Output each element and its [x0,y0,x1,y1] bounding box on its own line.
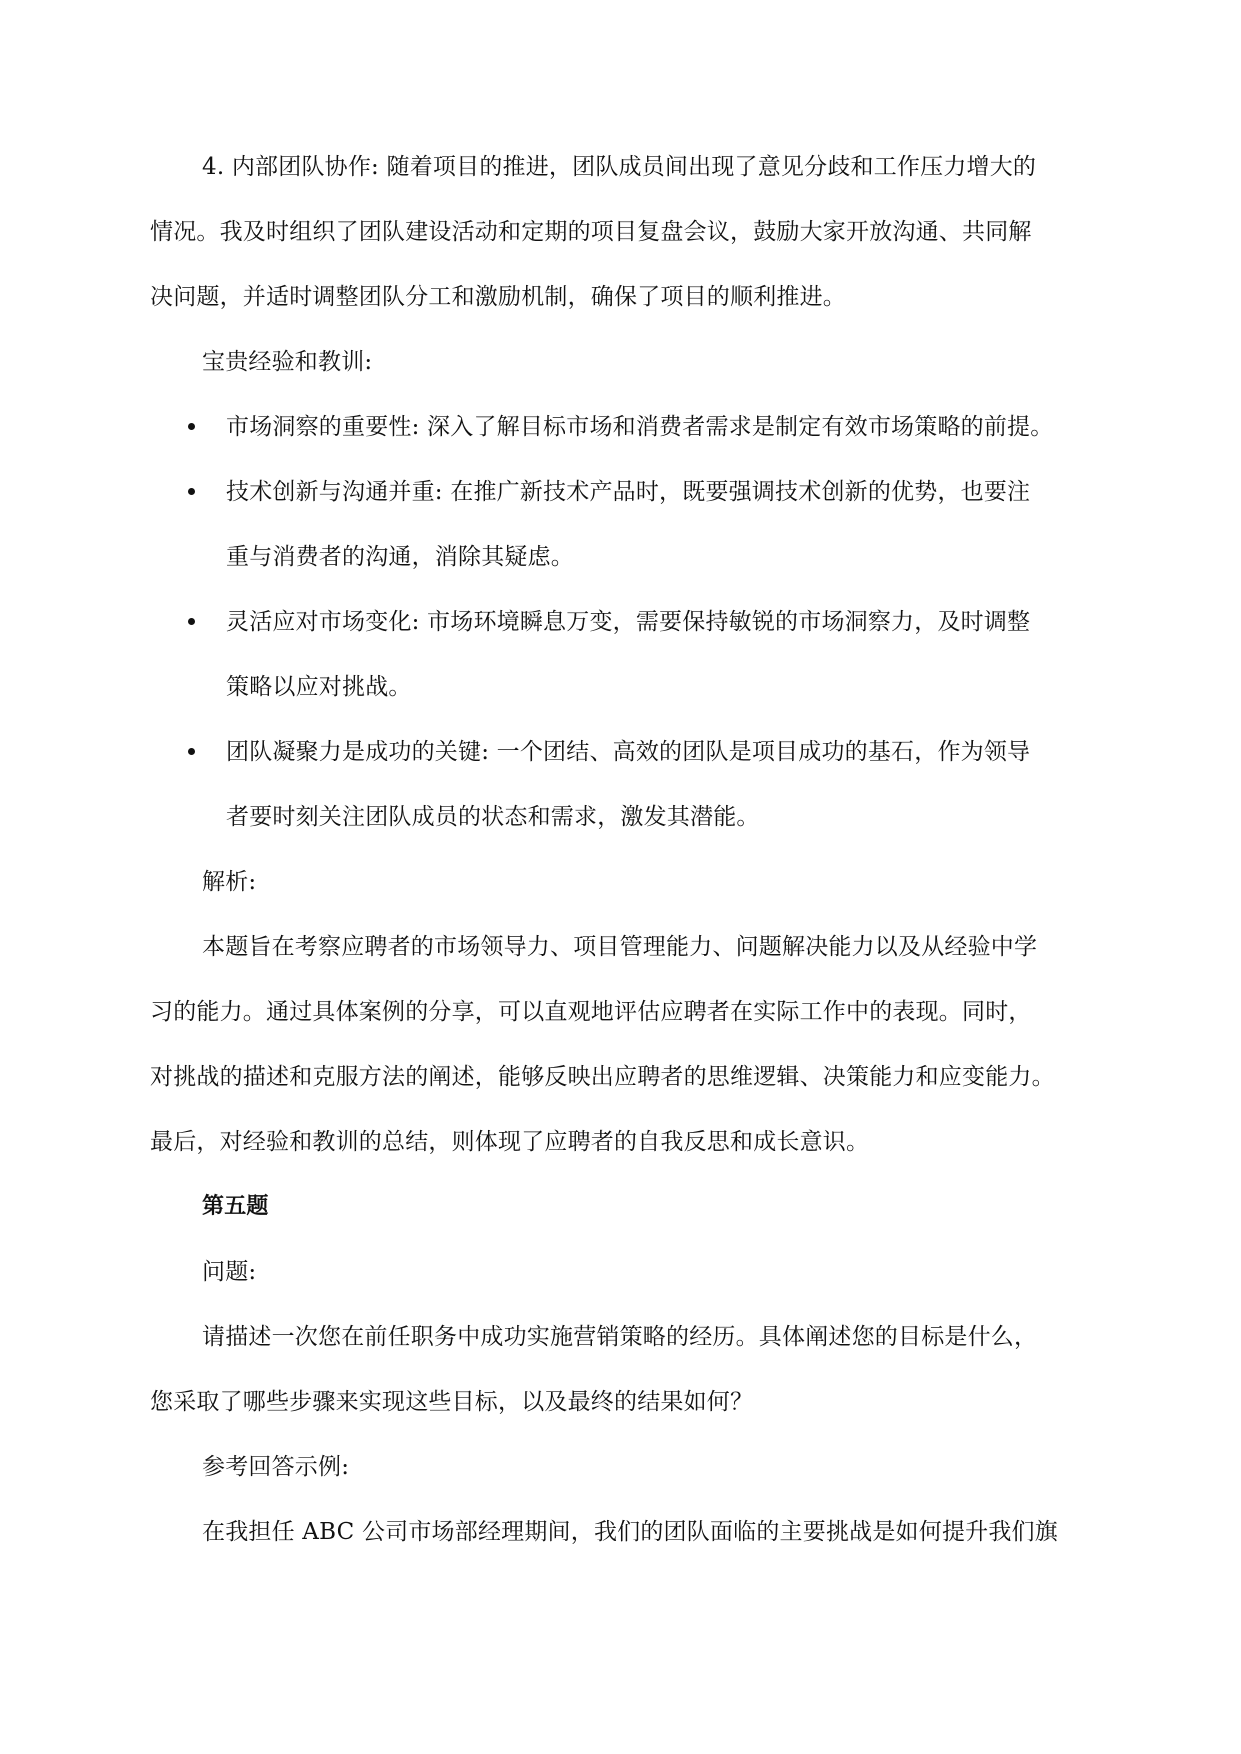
bullet-3-line-2: 策略以应对挑战。 [226,674,412,700]
question-heading: 问题: [202,1259,257,1285]
question-paragraph-line-1: 请描述一次您在前任职务中成功实施营销策略的经历。具体阐述您的目标是什么， [202,1324,1038,1350]
bullet-2-line-1: 技术创新与沟通并重: 在推广新技术产品时，既要强调技术创新的优势，也要注 [226,479,1031,505]
analysis-heading: 解析: [202,869,257,895]
bullet-4-marker [186,746,198,758]
answer-heading: 参考回答示例: [202,1454,350,1480]
team-paragraph-line-2: 情况。我及时组织了团队建设活动和定期的项目复盘会议，鼓励大家开放沟通、共同解 [150,219,1032,245]
team-paragraph-line-3: 决问题，并适时调整团队分工和激励机制，确保了项目的顺利推进。 [150,284,846,310]
lessons-heading: 宝贵经验和教训: [202,349,373,375]
analysis-paragraph-line-4: 最后，对经验和教训的总结，则体现了应聘者的自我反思和成长意识。 [150,1129,870,1155]
bullet-3-line-1: 灵活应对市场变化: 市场环境瞬息万变，需要保持敏锐的市场洞察力，及时调整 [226,609,1031,635]
bullet-3-marker [186,616,198,628]
bullet-2-line-2: 重与消费者的沟通，消除其疑虑。 [226,544,574,570]
analysis-paragraph-line-2: 习的能力。通过具体案例的分享，可以直观地评估应聘者在实际工作中的表现。同时， [150,999,1032,1025]
bullet-4-line-1: 团队凝聚力是成功的关键: 一个团结、高效的团队是项目成功的基石，作为领导 [226,739,1031,765]
bullet-4-line-2: 者要时刻关注团队成员的状态和需求，激发其潜能。 [226,804,760,830]
q5-title: 第五题 [202,1194,269,1219]
analysis-paragraph-line-1: 本题旨在考察应聘者的市场领导力、项目管理能力、问题解决能力以及从经验中学 [202,934,1038,960]
answer-paragraph-line-1: 在我担任 ABC 公司市场部经理期间，我们的团队面临的主要挑战是如何提升我们旗 [202,1519,1058,1545]
bullet-2-marker [186,486,198,498]
analysis-paragraph-line-3: 对挑战的描述和克服方法的阐述，能够反映出应聘者的思维逻辑、决策能力和应变能力。 [150,1064,1055,1090]
team-paragraph-line-1: 4. 内部团队协作: 随着项目的推进，团队成员间出现了意见分歧和工作压力增大的 [202,154,1037,180]
bullet-1-line-1: 市场洞察的重要性: 深入了解目标市场和消费者需求是制定有效市场策略的前提。 [226,414,1054,440]
bullet-1-marker [186,421,198,433]
question-paragraph-line-2: 您采取了哪些步骤来实现这些目标，以及最终的结果如何？ [150,1389,754,1415]
